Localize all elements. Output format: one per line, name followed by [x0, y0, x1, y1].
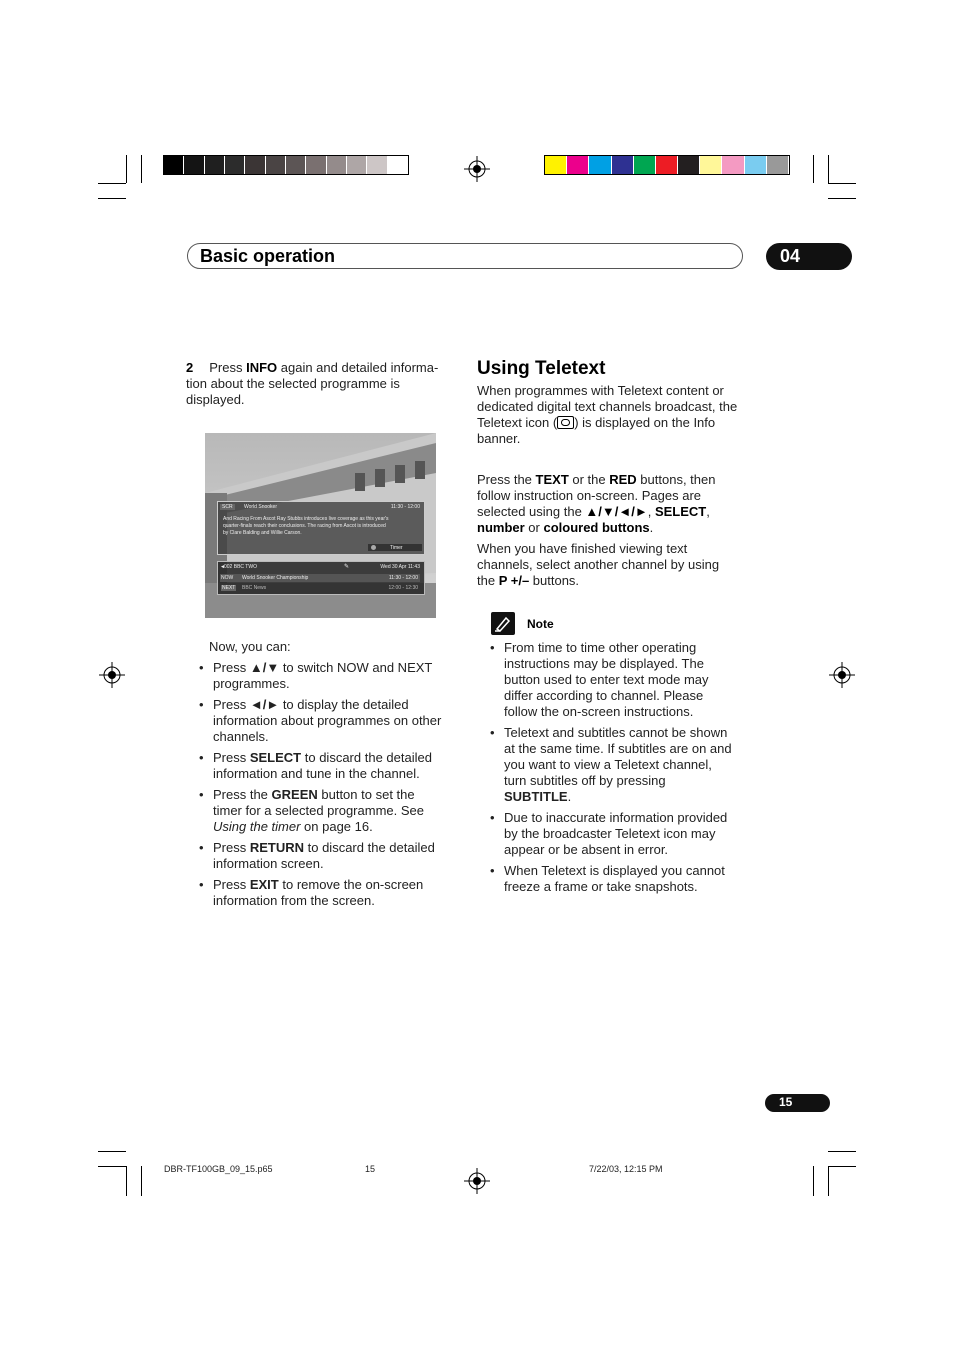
- crop-mark: [813, 1166, 814, 1196]
- page-number-badge: [765, 1094, 830, 1112]
- color-swatch: [184, 156, 203, 174]
- channel-tag: SCR: [222, 504, 233, 510]
- color-swatch: [164, 156, 183, 174]
- crop-mark: [828, 155, 829, 183]
- next-row: [220, 584, 420, 592]
- registration-mark-icon: [829, 662, 855, 688]
- color-swatch-bar: [544, 155, 790, 175]
- banner-date: Wed 30 Apr 11:43: [380, 564, 420, 570]
- green-button-icon: [371, 545, 376, 550]
- footer-file: DBR-TF100GB_09_15.p65: [164, 1164, 273, 1174]
- color-swatch: [388, 156, 407, 174]
- section-header: [187, 243, 743, 269]
- channel-number: 002 BBC TWO: [224, 564, 257, 570]
- chapter-badge: [766, 243, 852, 270]
- teletext-heading: Using Teletext: [477, 358, 606, 379]
- color-swatch: [567, 156, 588, 174]
- step-key: INFO: [246, 360, 278, 375]
- color-swatch: [678, 156, 699, 174]
- programme-description: And Racing From Ascot Ray Stubbs introduces live coverage as this year's: [223, 516, 389, 522]
- timer-hint: [368, 544, 422, 551]
- crop-mark: [141, 155, 142, 183]
- info-banner: [217, 561, 425, 595]
- page-number: 15: [779, 1095, 793, 1109]
- color-swatch: [545, 156, 566, 174]
- registration-mark-icon: [464, 1168, 490, 1194]
- options-list: [199, 660, 459, 914]
- programme-description: quarter-finals reach their conclusions. The racing from Ascot is introduced: [223, 523, 386, 529]
- color-swatch: [245, 156, 264, 174]
- teletext-icon: ✎: [344, 564, 350, 570]
- footer-page: 15: [365, 1164, 376, 1174]
- programme-time: 11:30 - 12:00: [390, 504, 420, 510]
- list-item: • Press ▲/▼ to switch NOW and NEXT programmes.: [199, 660, 459, 692]
- footer-date: 7/22/03, 12:15 PM: [589, 1164, 663, 1174]
- teletext-intro: When programmes with Teletext content or dedicated digital text channels broadcast, the Teletext icon ( ) is displayed on the Info banner.: [477, 383, 738, 446]
- chapter-number: 04: [780, 246, 801, 266]
- color-swatch: [700, 156, 721, 174]
- list-item: • Press the GREEN button to set the timer for a selected programme. See Using the timer on page 16.: [199, 787, 459, 835]
- list-item: • When Teletext is displayed you cannot freeze a frame or take snapshots.: [490, 863, 760, 895]
- color-swatch: [367, 156, 386, 174]
- programme-description: by Clare Balding and Willie Carson.: [223, 530, 302, 536]
- list-item: • Press SELECT to discard the detailed information and tune in the channel.: [199, 750, 459, 782]
- color-swatch: [205, 156, 224, 174]
- crop-mark: [813, 155, 814, 183]
- list-item: • Press EXIT to remove the on-screen information from the screen.: [199, 877, 459, 909]
- now-programme: World Snooker Championship: [242, 575, 309, 581]
- color-swatch: [656, 156, 677, 174]
- color-swatch: [722, 156, 743, 174]
- color-swatch: [612, 156, 633, 174]
- crop-mark: [141, 1166, 142, 1196]
- programme-title: World Snooker: [244, 504, 277, 510]
- color-swatch: [745, 156, 766, 174]
- step-text: Press: [209, 360, 247, 375]
- registration-mark-icon: [464, 156, 490, 182]
- detail-panel: [217, 501, 425, 555]
- step-text: displayed.: [186, 392, 245, 407]
- now-row: [220, 574, 420, 582]
- crop-mark: [98, 1151, 126, 1152]
- left-arrow-icon: ◄: [220, 564, 225, 570]
- now-you-can: Now, you can:: [209, 639, 291, 654]
- step-number: 2: [186, 360, 194, 375]
- timer-label: Timer: [390, 545, 403, 551]
- crop-mark: [828, 1166, 856, 1167]
- list-item: • Due to inaccurate information provided by the broadcaster Teletext icon may appear or be absent in error.: [490, 810, 760, 858]
- now-tag: NOW: [221, 575, 234, 581]
- info-banner-screenshot: [205, 433, 436, 618]
- registration-mark-icon: [99, 662, 125, 688]
- crop-mark: [126, 1166, 127, 1196]
- color-swatch: [634, 156, 655, 174]
- crop-mark: [828, 1151, 856, 1152]
- list-item: • Teletext and subtitles cannot be shown at the same time. If subtitles are on and you want to view a Teletext channel, turn subtitles off by pressing SUBTITLE.: [490, 725, 760, 805]
- color-swatch: [589, 156, 610, 174]
- teletext-icon: [557, 416, 574, 429]
- note-title: Note: [527, 617, 554, 631]
- color-swatch: [225, 156, 244, 174]
- grayscale-swatch-bar: [163, 155, 409, 175]
- next-tag: NEXT: [222, 585, 236, 591]
- crop-mark: [828, 183, 856, 184]
- color-swatch: [286, 156, 305, 174]
- list-item: • Press ◄/► to display the detailed information about programmes on other channels.: [199, 697, 459, 745]
- color-swatch: [347, 156, 366, 174]
- color-swatch: [327, 156, 346, 174]
- list-item: • From time to time other operating instructions may be displayed. The button used to enter text mode may differ according to channel. Please follow the on-screen instructions.: [490, 640, 760, 720]
- crop-mark: [828, 1166, 829, 1196]
- list-item: • Press RETURN to discard the detailed information screen.: [199, 840, 459, 872]
- teletext-instructions: Press the TEXT or the RED buttons, then follow instruction on-screen. Pages are selected using the ▲/▼/◄/►, SELECT, number or coloured buttons.: [477, 472, 716, 535]
- crop-mark: [828, 198, 856, 199]
- next-programme: BBC News: [242, 585, 267, 591]
- crop-mark: [98, 198, 126, 199]
- crop-mark: [98, 183, 126, 184]
- step-2: [186, 360, 448, 408]
- step-text: again and detailed informa-: [277, 360, 439, 375]
- crop-mark: [98, 1166, 126, 1167]
- next-time: 12:00 - 12:30: [388, 585, 418, 591]
- color-swatch: [767, 156, 788, 174]
- section-title: Basic operation: [200, 246, 336, 266]
- now-time: 11:30 - 12:00: [388, 575, 418, 581]
- note-icon: [491, 612, 515, 635]
- note-list: [490, 640, 760, 900]
- color-swatch: [306, 156, 325, 174]
- step-text: tion about the selected programme is: [186, 376, 400, 391]
- teletext-exit: When you have finished viewing text channels, select another channel by using the P +/– buttons.: [477, 541, 720, 588]
- crop-mark: [126, 155, 127, 183]
- color-swatch: [266, 156, 285, 174]
